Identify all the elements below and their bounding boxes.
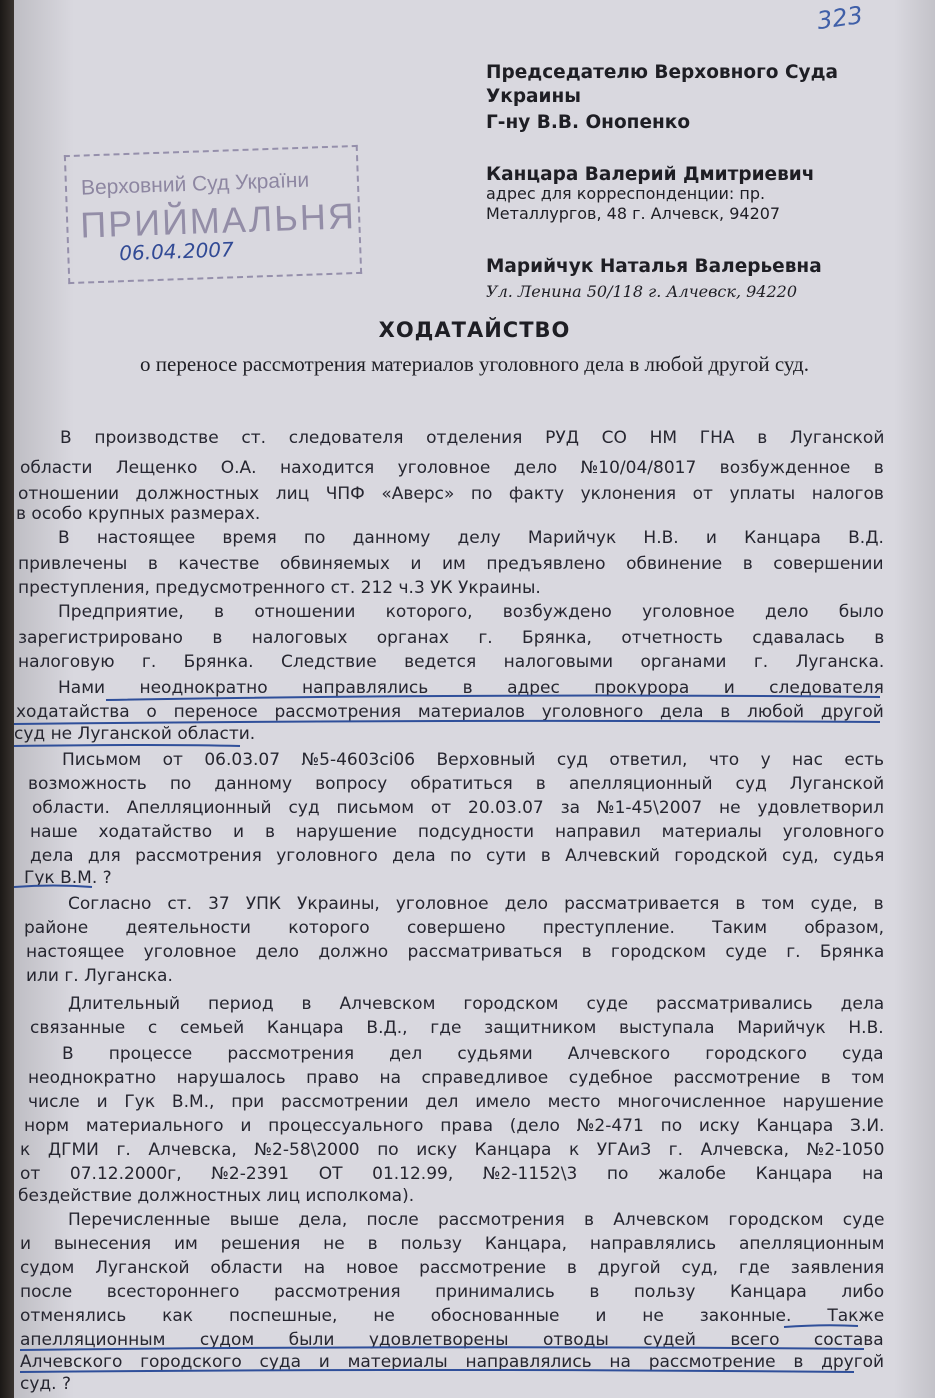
sender-address: адрес для корреспонденции: пр. [486, 184, 766, 203]
recipient-line: Г-ну В.В. Онопенко [486, 112, 691, 133]
book-binding [0, 0, 14, 1398]
body-line: суд не Луганской области. [14, 724, 256, 744]
body-line: преступления, предусмотренного ст. 212 ч.3 УК Украины. [18, 578, 541, 598]
body-line: области. Апелляционный суд письмом от 20.03.07 за №1-45\2007 не удовлетворил [32, 798, 885, 818]
body-line: В процессе рассмотрения дел судьями Алчевского городского суда [62, 1044, 884, 1064]
body-line: налоговую г. Брянка. Следствие ведется налоговыми органами г. Луганска. [18, 652, 885, 672]
pen-underline [14, 745, 240, 746]
body-line: В настоящее время по данному делу Марийчук Н.В. и Канцара В.Д. [58, 528, 884, 548]
body-line: неоднократно нарушалось право на справедливое судебное рассмотрение в том [28, 1068, 885, 1088]
body-line: области Лещенко О.А. находится уголовное дело №10/04/8017 возбужденное в [20, 458, 884, 478]
body-line: апелляционным судом были удовлетворены отводы судей всего состава [20, 1330, 884, 1350]
document-page [14, 0, 935, 1398]
document-title: ХОДАТАЙСТВО [378, 318, 571, 342]
body-line: от 07.12.2000г, №2-2391 ОТ 01.12.99, №2-1152\3 по жалобе Канцара на [20, 1164, 884, 1184]
stamp-office-name: ПРИЙМАЛЬНЯ [79, 195, 357, 246]
body-line: Согласно ст. 37 УПК Украины, уголовное дело рассматривается в том суде, в [68, 894, 884, 914]
body-line: возможность по данному вопросу обратиться в апелляционный суд Луганской [28, 774, 885, 794]
body-line: и вынесения им решения не в пользу Канцара, направлялись апелляционным [20, 1234, 885, 1254]
body-line: бездействие должностных лиц исполкома). [18, 1186, 415, 1206]
body-line: числе и Гук В.М., при рассмотрении дел имело место многочисленное нарушение [28, 1092, 884, 1112]
body-line: суд. ? [20, 1374, 71, 1394]
sender-name: Марийчук Наталья Валерьевна [486, 256, 822, 277]
body-line: после всестороннего рассмотрения принимались в пользу Канцара либо [20, 1282, 885, 1302]
body-line: настоящее уголовное дело должно рассматриваться в городском суде г. Брянка [26, 942, 885, 962]
body-line: в особо крупных размерах. [16, 504, 261, 524]
body-line: или г. Луганска. [26, 966, 173, 986]
body-line: судом Луганской области на новое рассмотрение в другой суд, где заявления [20, 1258, 885, 1278]
body-line: В производстве ст. следователя отделения РУД СО НМ ГНА в Луганской [60, 428, 885, 448]
body-line: Предприятие, в отношении которого, возбуждено уголовное дело было [58, 602, 884, 622]
body-line: наше ходатайство и в нарушение подсудности направил материалы уголовного [30, 822, 885, 842]
body-line: отменялись как поспешные, не обоснованные и не законные. Также [20, 1306, 885, 1326]
body-line: Длительный период в Алчевском городском суде рассматривались дела [68, 994, 885, 1014]
stamp-court-name: Верховний Суд України [80, 168, 310, 200]
body-line: связанные с семьей Канцара В.Д., где защитником выступала Марийчук Н.В. [30, 1018, 884, 1038]
stamp-date: 06.04.2007 [118, 237, 235, 266]
sender-name: Канцара Валерий Дмитриевич [486, 164, 815, 185]
sender-address: Металлургов, 48 г. Алчевск, 94207 [486, 204, 781, 223]
body-line: зарегистрировано в налоговых органах г. Брянка, отчетность сдавалась в [18, 628, 885, 648]
body-line: Перечисленные выше дела, после рассмотрения в Алчевском городском суде [68, 1210, 885, 1230]
recipient-line: Председателю Верховного Суда [486, 62, 839, 83]
body-line: Гук В.М. ? [24, 868, 112, 888]
body-line: норм материального и процессуального права (дело №2-471 по иску Канцара З.И. [24, 1116, 885, 1136]
document-subtitle: о переносе рассмотрения материалов уголовного дела в любой другой суд. [140, 352, 809, 376]
body-line: Нами неоднократно направлялись в адрес прокурора и следователя [58, 678, 884, 698]
body-line: Письмом от 06.03.07 №5-4603сі06 Верховный суд ответил, что у нас есть [62, 750, 885, 770]
body-line: Алчевского городского суда и материалы направлялись на рассмотрение в другой [20, 1352, 885, 1372]
body-line: к ДГМИ г. Алчевска, №2-58\2000 по иску Канцара к УГАиЗ г. Алчевска, №2-1050 [20, 1140, 885, 1160]
body-line: дела для рассмотрения уголовного дела по сути в Алчевский городской суд, судья [30, 846, 885, 866]
recipient-line: Украины [486, 86, 582, 107]
body-line: районе деятельности которого совершено преступление. Таким образом, [24, 918, 885, 938]
body-line: отношении должностных лиц ЧПФ «Аверс» по факту уклонения от уплаты налогов [18, 484, 884, 504]
sender-address: Ул. Ленина 50/118 г. Алчевск, 94220 [486, 282, 798, 301]
body-line: привлечены в качестве обвиняемых и им предъявлено обвинение в совершении [18, 554, 884, 574]
page-number: 323 [815, 0, 865, 36]
body-line: ходатайства о переносе рассмотрения материалов уголовного дела в любой другой [16, 702, 884, 722]
reception-stamp [64, 145, 362, 284]
